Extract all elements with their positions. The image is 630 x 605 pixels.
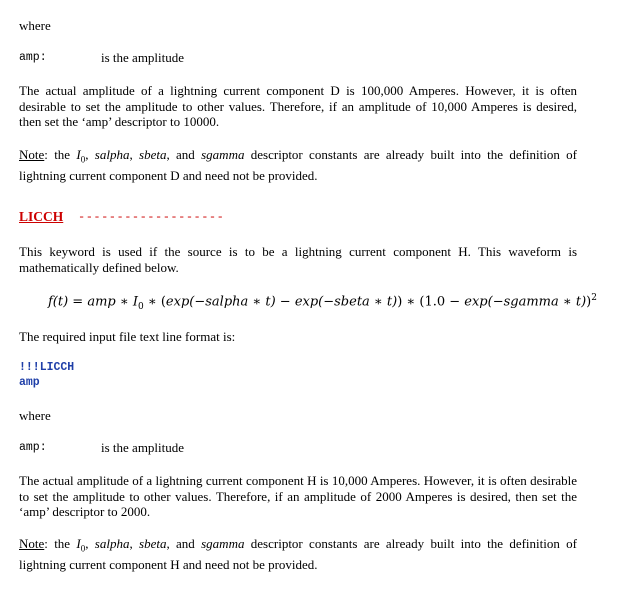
paragraph-format-intro: The required input file text line format is: xyxy=(19,329,236,344)
keyword-line-amp: amp xyxy=(19,376,40,389)
section-heading-rule: ------------------- xyxy=(78,210,225,224)
note-component-d: Note: the $I_0$, salpha, sbeta, and sgamma descriptor constants are already built into the definition of lightning current component D and need not be provided. xyxy=(19,147,578,184)
paragraph-component-d-amplitude: The actual amplitude of a lightning current component D is 100,000 Amperes. However, it is often desirable to set the amplitude to other values. Therefore, if an amplitude of 10,000 Amperes is desired, then set the ‘amp’ descriptor to 10000. xyxy=(19,83,577,129)
keyword-line-licch: !!!LICCH xyxy=(19,361,75,374)
section-heading-licch: LICCH xyxy=(19,209,64,224)
paragraph-component-h-amplitude: The actual amplitude of a lightning current component H is 10,000 Amperes. However, it is often desirable to set the amplitude to other values. Therefore, if an amplitude of 2000 Amperes is desired, then set the ‘amp’ descriptor to 2000. xyxy=(19,473,577,519)
paragraph-keyword-description: This keyword is used if the source is to be a lightning current component H. This waveform is mathematically defined below. xyxy=(19,244,577,275)
definition-desc-amp-2: is the amplitude xyxy=(101,440,185,455)
definition-desc-amp-1: is the amplitude xyxy=(101,50,185,65)
where-label-2: where xyxy=(19,408,51,423)
note-label: Note xyxy=(19,536,45,551)
waveform-equation: f(t) = amp ∗ $I_0$ ∗ (exp(−salpha ∗ t) − exp(−sbeta ∗ t)) ∗ (1.0 − exp(−sgamma ∗ t))$^2$ xyxy=(48,293,597,312)
note-label: Note xyxy=(19,147,45,162)
definition-term-amp-2: amp: xyxy=(19,441,47,454)
where-label-1: where xyxy=(19,18,51,33)
note-component-h: Note: the $I_0$, salpha, sbeta, and sgamma descriptor constants are already built into the definition of lightning current component H and need not be provided. xyxy=(19,536,578,573)
definition-term-amp-1: amp: xyxy=(19,51,47,64)
